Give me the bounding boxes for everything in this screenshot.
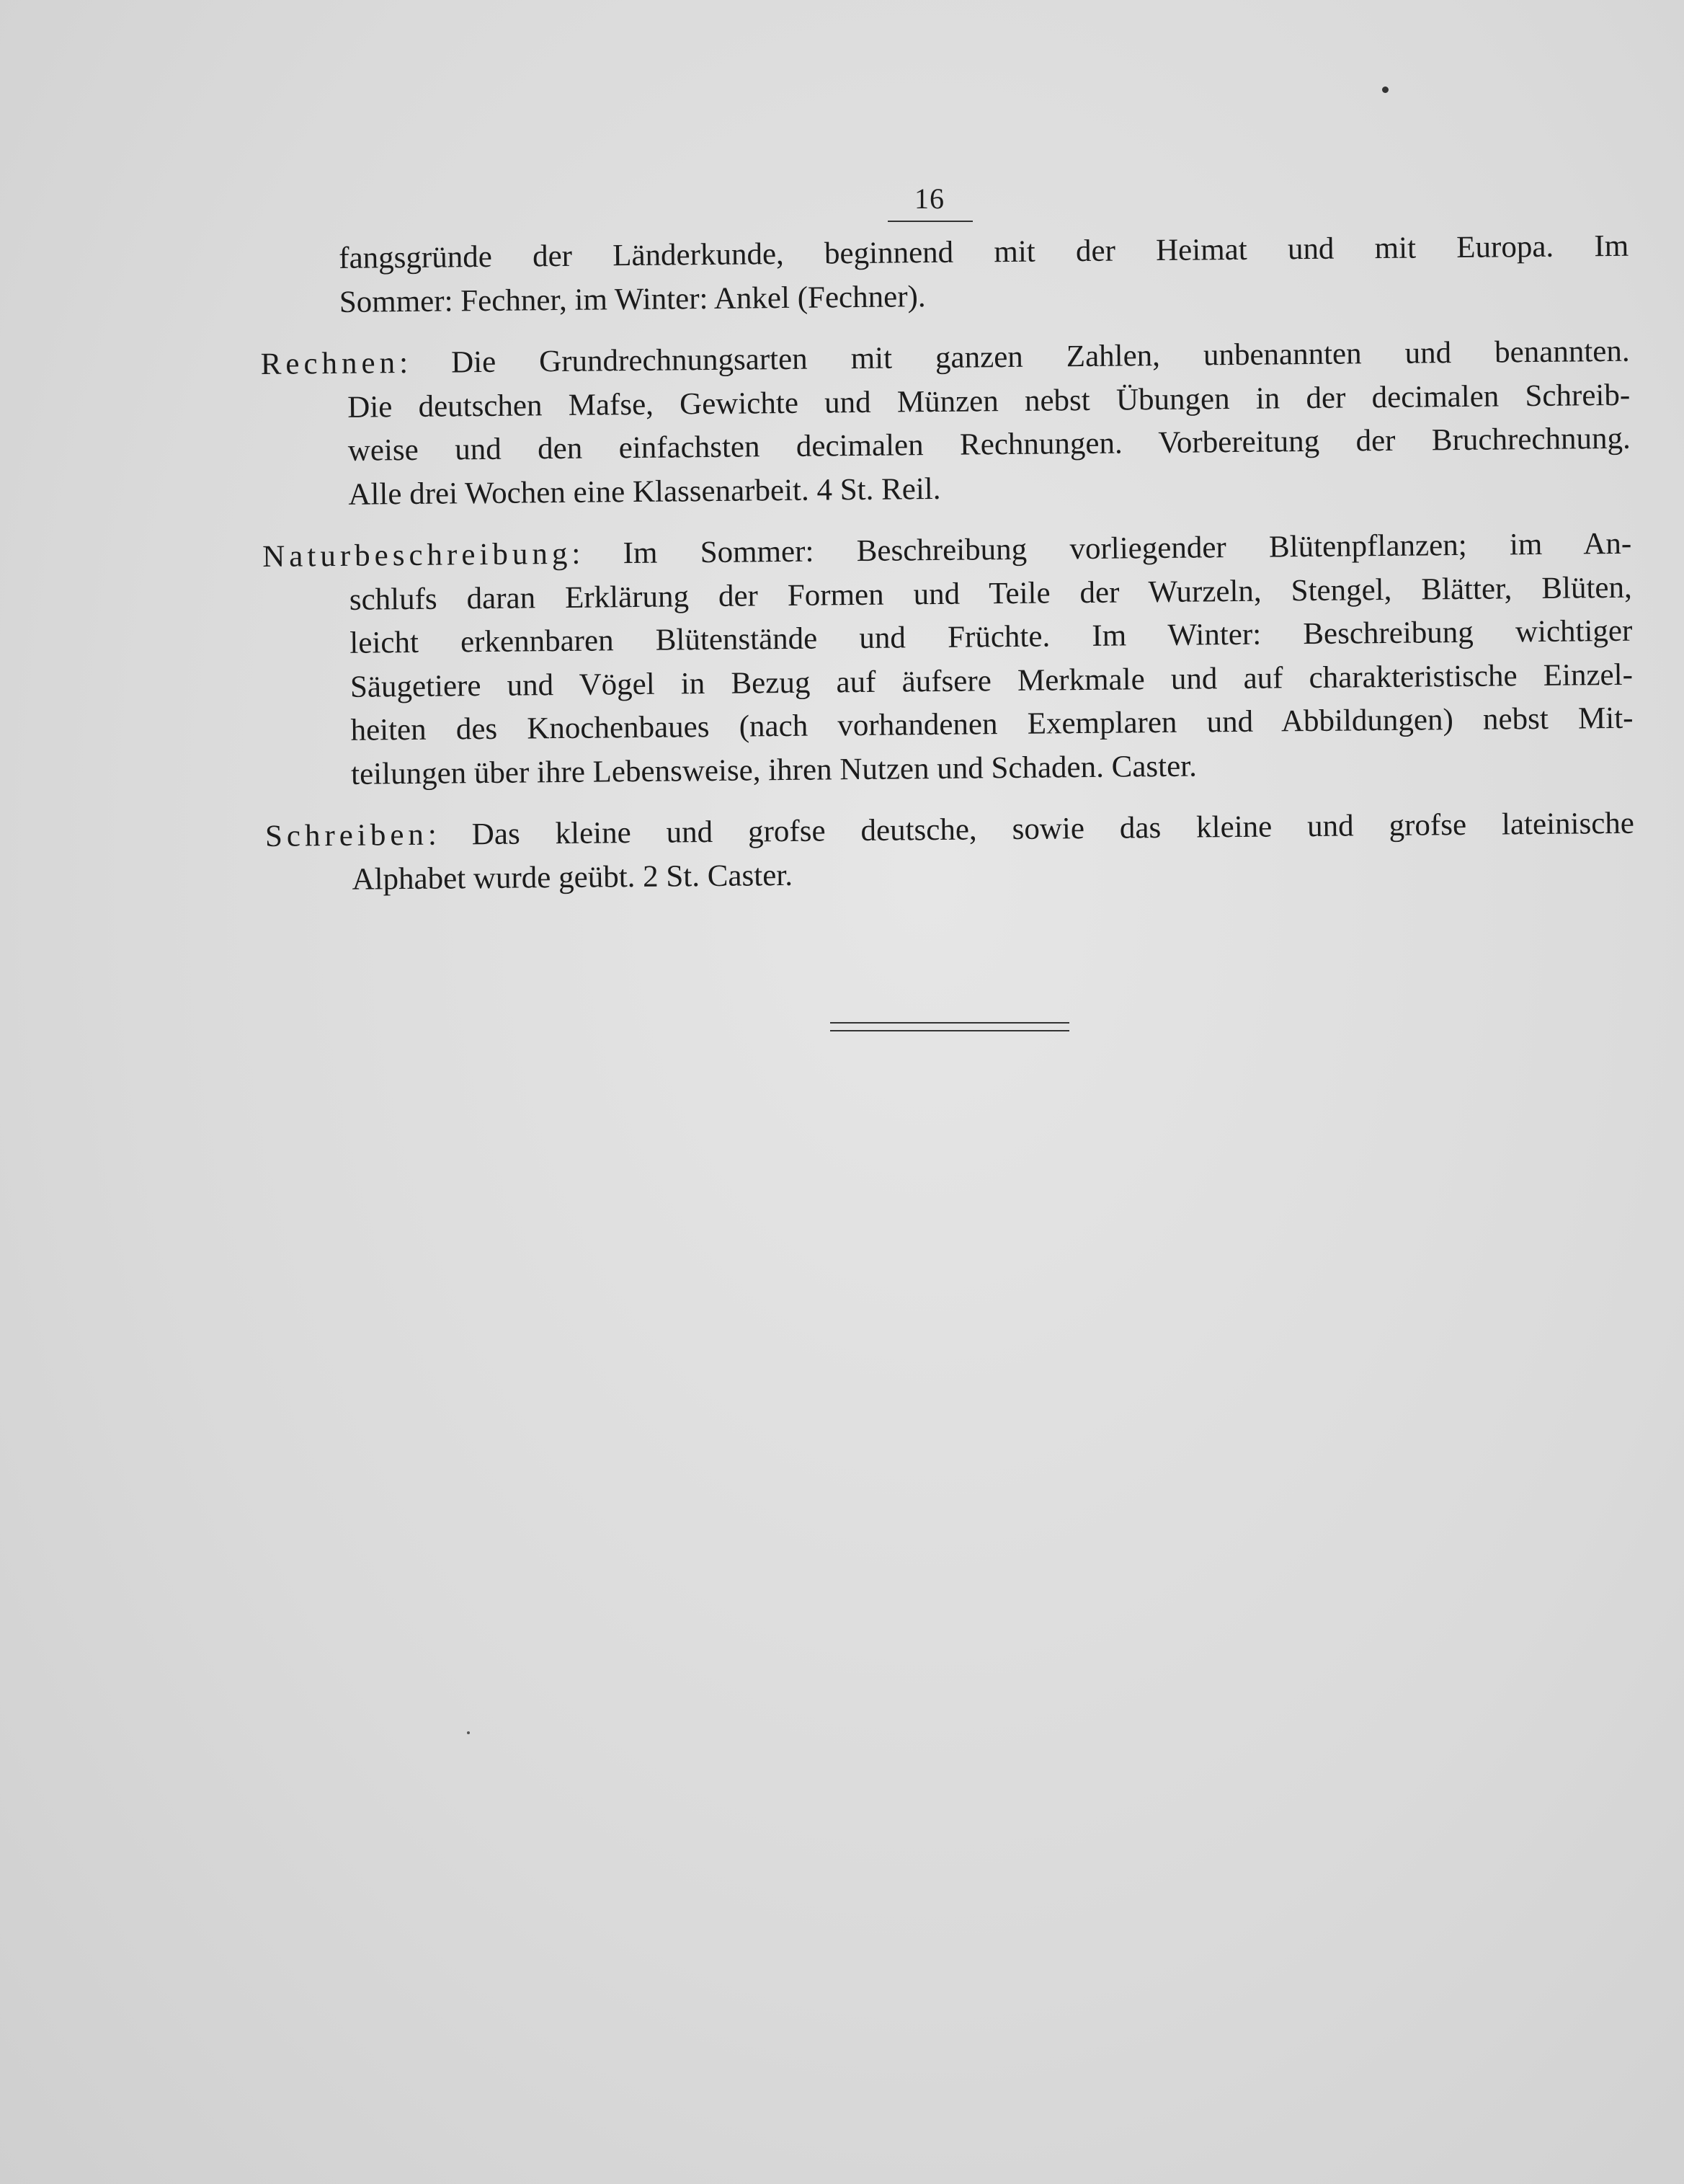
section-heading-naturbeschreibung: Naturbeschreibung (262, 536, 572, 574)
paragraph-schreiben (265, 802, 1635, 902)
text-line: fangsgründe der Länderkunde, beginnend mit der Heimat und mit Europa. Im (339, 228, 1629, 275)
paragraph-geography-continuation (259, 225, 1629, 325)
text-line: leicht erkennbaren Blütenstände und Früchte. Im Winter: Beschreibung wichtiger (349, 613, 1633, 660)
text-line: teilungen über ihre Lebensweise, ihren Nutzen und Schaden. Caster. (350, 749, 1198, 791)
page-content (259, 225, 1635, 920)
text-line: Säugetiere und Vögel in Bezug auf äufsere Merkmale und auf charakteristische Einzel- (349, 657, 1634, 704)
text-fragment: : Das kleine und grofse deutsche, sowie das kleine und grofse lateinische (427, 806, 1635, 852)
paragraph-naturbeschreibung (262, 523, 1634, 797)
section-divider-double-rule (830, 1022, 1069, 1031)
paragraph-rechnen (260, 330, 1631, 518)
section-heading-rechnen: Rechnen (260, 346, 400, 381)
text-fragment: : Die Grundrechnungsarten mit ganzen Zahlen, unbenannten und benannten. (398, 334, 1630, 381)
ink-speck (467, 1731, 470, 1734)
text-fragment: : Im Sommer: Beschreibung vorliegender Blütenpflanzen; im An- (571, 526, 1632, 571)
text-line: Alphabet wurde geübt. 2 St. Caster. (352, 858, 793, 897)
section-heading-schreiben: Schreiben (264, 817, 429, 853)
text-line: schlufs daran Erklärung der Formen und Teile der Wurzeln, Stengel, Blätter, Blüten, (349, 570, 1632, 617)
page-number-rule (888, 221, 973, 222)
text-line: Sommer: Fechner, im Winter: Ankel (Fechner). (339, 279, 926, 319)
ink-speck (1382, 86, 1389, 93)
text-line: heiten des Knochenbaues (nach vorhandenen Exemplaren und Abbildungen) nebst Mit- (350, 701, 1634, 747)
text-line: Alle drei Wochen eine Klassenarbeit. 4 St. Reil. (348, 471, 941, 512)
page-number: 16 (914, 182, 945, 215)
text-line: weise und den einfachsten decimalen Rechnungen. Vorbereitung der Bruchrechnung. (347, 421, 1631, 468)
text-line: Die deutschen Mafse, Gewichte und Münzen nebst Übungen in der decimalen Schreib- (347, 378, 1631, 425)
